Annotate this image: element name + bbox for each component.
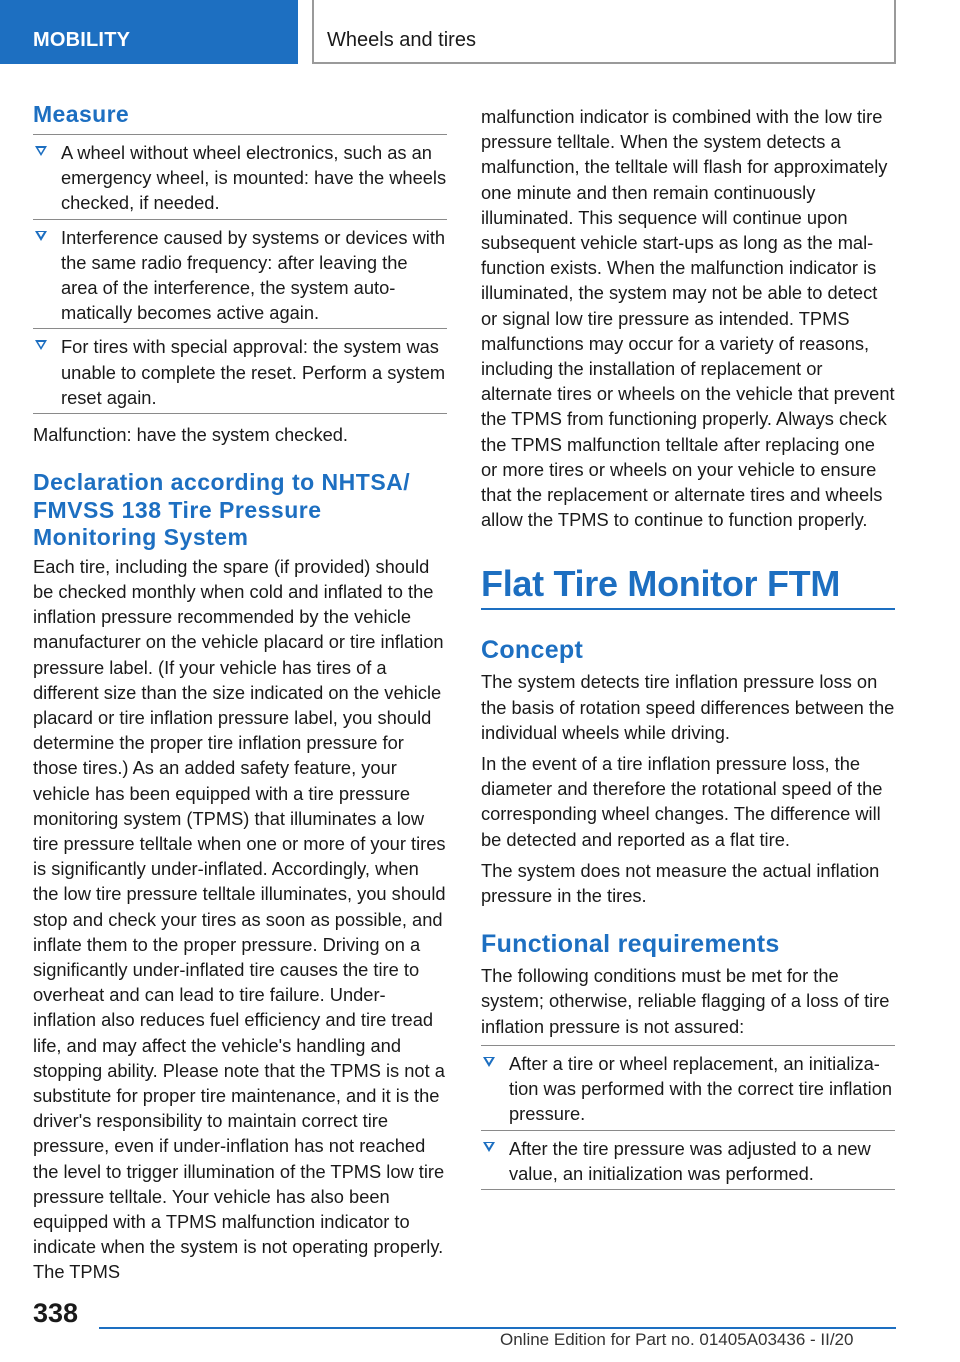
measure-list [33,134,447,414]
list-item: After a tire or wheel replacement, an initialization was performed with the correct tire inflation pressure. [481,1045,895,1130]
chapter-header [312,0,896,64]
ftm-heading: Flat Tire Monitor FTM [481,562,895,610]
declaration-text: Each tire, including the spare (if provided) should be checked monthly when cold and inflated to the inflation pressure recommended by the vehicle manufacturer on the vehicle placard or tire inflation pressure label. (If your vehicle has tires of a different size than the size indicated on the vehicle placard or tire inflation pressure label, you should determine the proper tire inflation pressure for those tires.) As an added safety feature, your vehicle has been equipped with a tire pressure monitoring system (TPMS) that illuminates a low tire pressure telltale when one or more of your tires is significantly under-inflated. Accordingly, when the low tire pressure telltale illuminates, you should stop and check your tires as soon as possible, and inflate them to the proper pressure. Driving on a significantly under-inflated tire causes the tire to overheat and can lead to tire failure. Under-inflation also reduces fuel efficiency and tire tread life, and may affect the vehicle's handling and stopping ability. Please note that the TPMS is not a substitute for proper tire maintenance, and it is the driver's responsibility to maintain correct tire pressure, even if under-inflation has not reached the level to trigger illumination of the TPMS low tire pressure telltale. Your vehicle has also been equipped with a TPMS malfunction indicator to indicate when the system is not operating properly. The TPMS [33,555,446,1283]
triangle-bullet-icon [483,1142,495,1152]
right-column [481,104,895,1190]
triangle-bullet-icon [483,1057,495,1067]
triangle-bullet-icon [35,340,47,350]
list-item: A wheel without wheel electronics, such as an emergency wheel, is mounted: have the wheels checked, if needed. [33,134,447,219]
functional-requirements-heading: Functional requirements [481,930,780,959]
edition-text: Online Edition for Part no. 01405A03436 - II/20 [500,1330,854,1349]
concept-paragraph: In the event of a tire inflation pressure loss, the diameter and therefore the rotational speed of the corresponding wheel changes. The difference will be detected and reported as a flat tire. [481,753,883,850]
left-column [33,100,447,1285]
tpms-continuation-text: malfunction indicator is combined with the low tire pressure telltale. When the system detects a malfunction, the telltale will flash for approximately one minute and then remain continuously illuminated. This sequence will continue upon subsequent vehicle start-ups as long as the malfunction exists. When the malfunction indicator is illuminated, the system may not be able to detect or signal low tire pressure as intended. TPMS malfunctions may occur for a variety of reasons, including the installation of replacement or alternate tires or wheels on the vehicle that prevent the TPMS from functioning properly. Always check the TPMS malfunction telltale after replacing one or more tires or wheels on your vehicle to ensure that the replacement or alternate tires and wheels allow the TPMS to continue to function properly. [481,106,895,531]
section-tab [0,0,298,64]
functional-intro: The following conditions must be met for the system; otherwise, reliable flagging of a loss of tire inflation pressure is not assured: [481,965,890,1037]
functional-list [481,1045,895,1190]
malfunction-text: Malfunction: have the system checked. [33,424,349,446]
declaration-heading: Declaration according to NHTSA/ FMVSS 138 Tire Pressure Monitoring System [33,469,411,551]
list-item: For tires with special approval: the system was unable to complete the reset. Perform a system reset again. [33,328,447,414]
page-number: 338 [33,1298,79,1328]
list-item: After the tire pressure was adjusted to a new value, an initialization was performed. [481,1130,895,1190]
list-item: Interference caused by systems or devices with the same radio frequency: after leaving the area of the interference, the system automatically becomes active again. [33,219,447,329]
concept-paragraph: The system does not measure the actual inflation pressure in the tires. [481,859,880,907]
footer-divider [99,1327,896,1329]
concept-paragraph: The system detects tire inflation pressure loss on the basis of rotation speed differences between the individual wheels while driving. [481,671,895,743]
chapter-label: Wheels and tires [327,29,476,51]
triangle-bullet-icon [35,146,47,156]
section-label: MOBILITY [33,29,131,51]
concept-heading: Concept [481,636,584,665]
triangle-bullet-icon [35,231,47,241]
measure-heading: Measure [33,101,130,127]
